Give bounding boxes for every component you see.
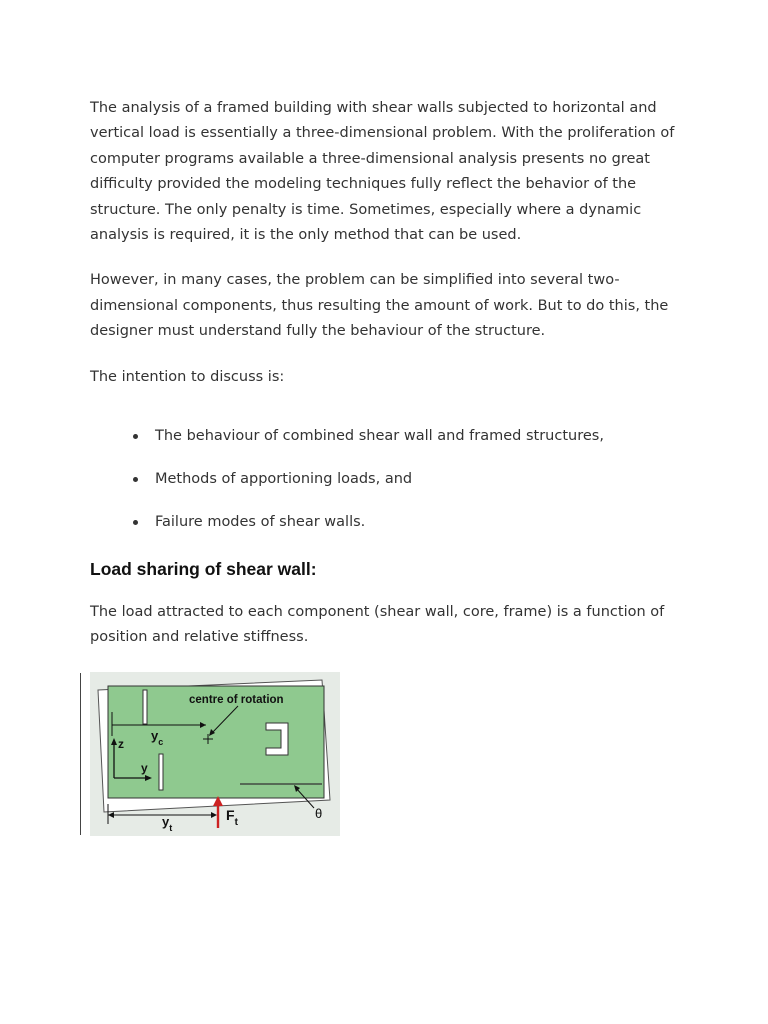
bullet-dot-icon — [133, 434, 138, 439]
label-yc-sub: c — [158, 737, 164, 747]
bullet-dot-icon — [133, 520, 138, 525]
list-item — [90, 424, 690, 449]
shear-wall-bottom — [159, 754, 163, 790]
label-z: z — [118, 737, 124, 751]
bullet-dot-icon — [133, 477, 138, 482]
shear-wall-diagram — [90, 672, 340, 836]
paragraph-intention: The intention to discuss is: — [90, 368, 285, 385]
list-item-text: The behaviour of combined shear wall and framed structures, — [155, 428, 604, 445]
list-item-text: Methods of apportioning loads, and — [155, 471, 413, 488]
section-heading: Load sharing of shear wall: — [90, 559, 317, 580]
paragraph-intro: The analysis of a framed building with shear walls subjected to horizontal and vertical load is essentially a three-dimensional problem. With the proliferation of computer programs available a three-dimensional analysis presents no great difficulty provided the modeling techniques fully reflect the behavior of the structure. The only penalty is time. Sometimes, especially where a dynamic analysis is required, it is the only method that can be used. — [90, 100, 675, 244]
document-body — [90, 96, 690, 671]
paragraph-load-sharing: The load attracted to each component (shear wall, core, frame) is a function of position and relative stiffness. — [90, 604, 665, 646]
shear-wall-top — [143, 690, 147, 724]
label-centre-of-rotation: centre of rotation — [189, 694, 284, 706]
label-ft-sub: t — [234, 817, 238, 828]
label-yt-sub: t — [169, 823, 173, 833]
label-yc-main: y — [151, 728, 159, 743]
paragraph-simplification: However, in many cases, the problem can be simplified into several two-dimensional components, thus resulting the amount of work. But to do this, the designer must understand fully the behaviour of the structure. — [90, 272, 669, 340]
vertical-rule — [80, 673, 81, 835]
list-item — [90, 510, 690, 535]
label-ft-main: F — [226, 807, 235, 823]
label-theta: θ — [315, 806, 323, 821]
list-item-text: Failure modes of shear walls. — [155, 514, 366, 531]
shear-wall-plan-figure — [90, 672, 340, 836]
label-yt-main: y — [162, 814, 170, 829]
list-item — [90, 467, 690, 492]
bullet-list — [90, 424, 690, 535]
label-y: y — [141, 761, 148, 775]
